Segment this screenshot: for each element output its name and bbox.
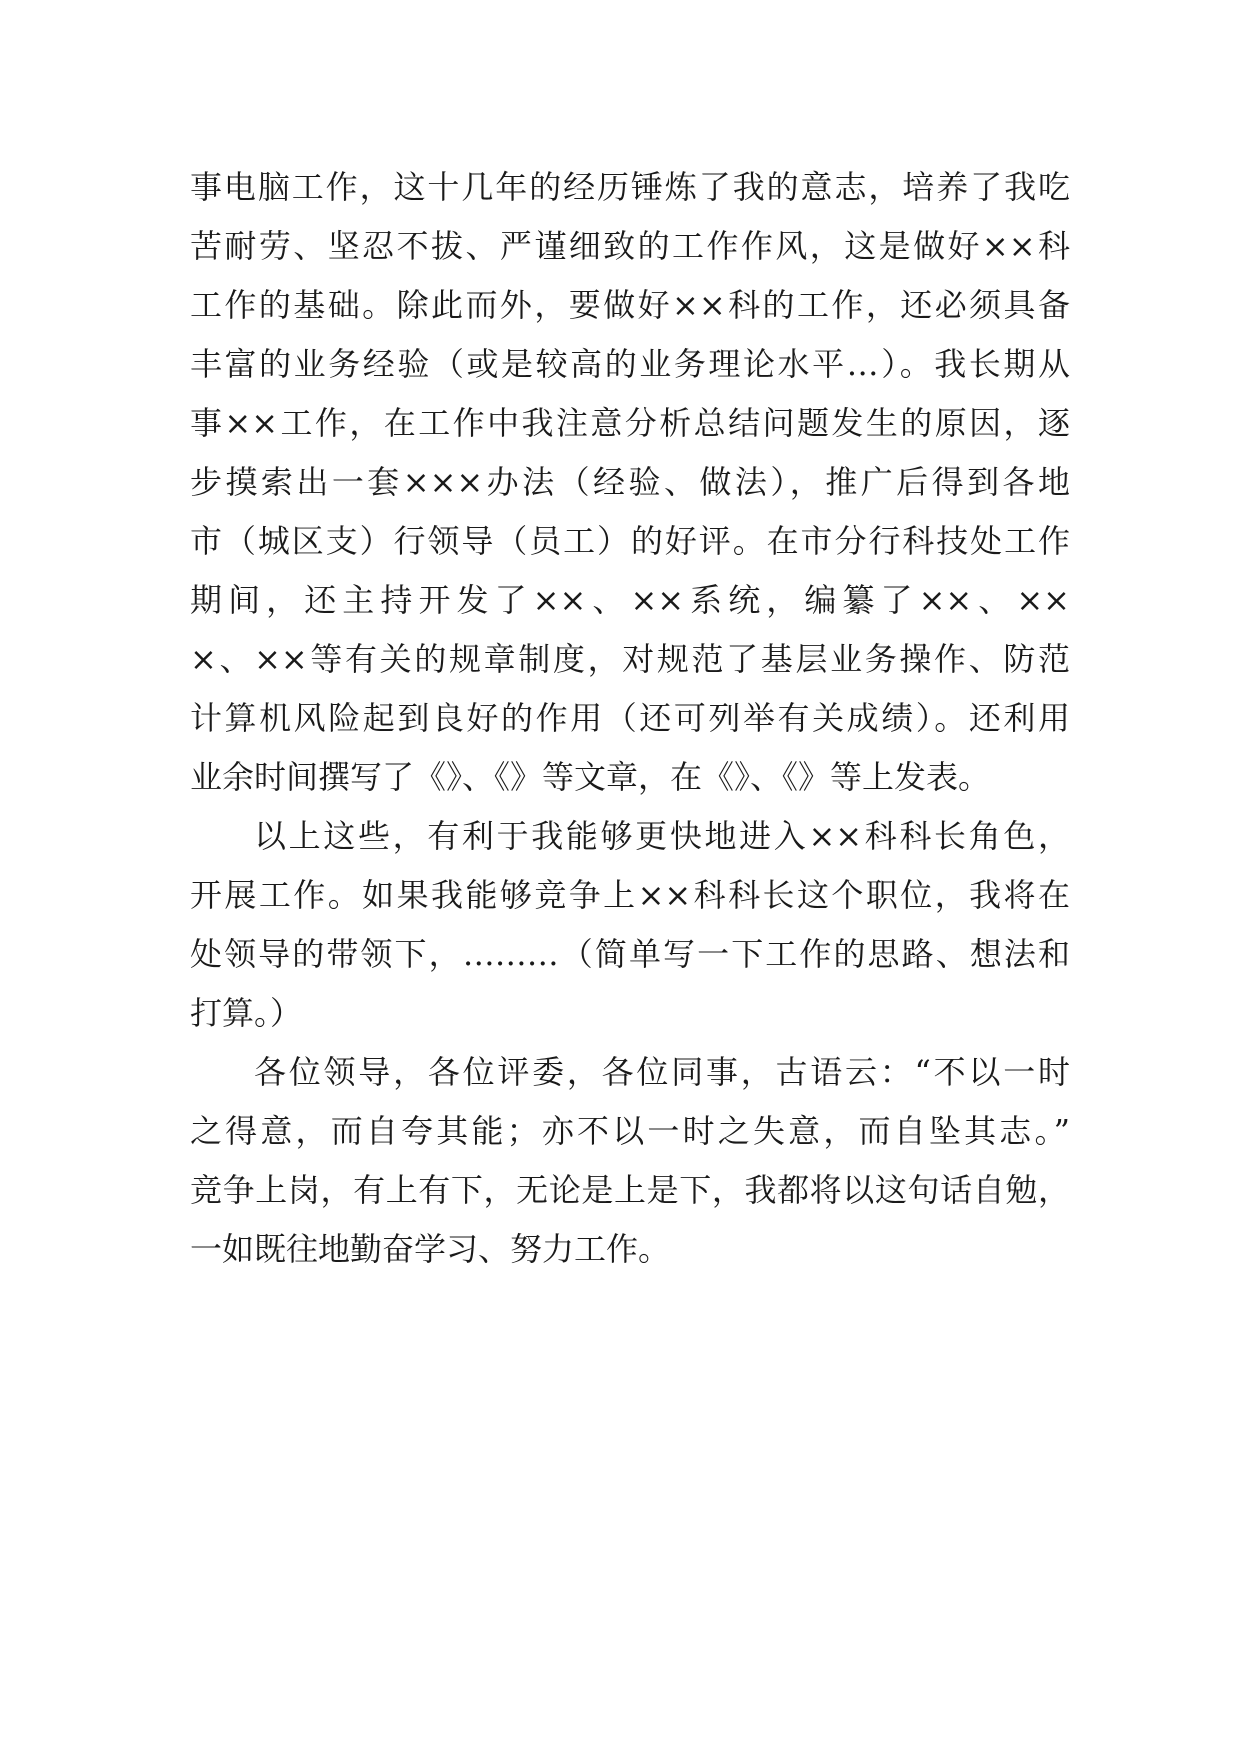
paragraph-1-line-2: 苦耐劳、坚忍不拔、严谨细致的工作作风，这是做好××科 (190, 227, 1070, 265)
paragraph-1-line-9: ×、××等有关的规章制度，对规范了基层业务操作、防范 (190, 640, 1070, 678)
paragraph-1-line-5: 事××工作，在工作中我注意分析总结问题发生的原因，逐 (190, 404, 1070, 442)
paragraph-1-line-6: 步摸索出一套×××办法（经验、做法），推广后得到各地 (190, 463, 1070, 501)
paragraph-3-line-1: 各位领导，各位评委，各位同事，古语云：“不以一时 (254, 1053, 1070, 1091)
paragraph-1-line-10: 计算机风险起到良好的作用（还可列举有关成绩）。还利用 (190, 699, 1070, 737)
paragraph-1-line-4: 丰富的业务经验（或是较高的业务理论水平…）。我长期从 (190, 345, 1070, 383)
paragraph-2-line-3: 处领导的带领下，………（简单写一下工作的思路、想法和 (190, 935, 1070, 973)
paragraph-1-line-11: 业余时间撰写了《》、《》等文章，在《》、《》等上发表。 (190, 758, 991, 796)
paragraph-2-line-2: 开展工作。如果我能够竞争上××科科长这个职位，我将在 (190, 876, 1070, 914)
document-body (190, 158, 1070, 1279)
paragraph-3-line-3: 竞争上岗，有上有下，无论是上是下，我都将以这句话自勉， (190, 1171, 1070, 1209)
paragraph-1-line-1: 事电脑工作，这十几年的经历锤炼了我的意志，培养了我吃 (190, 168, 1070, 206)
paragraph-1-line-3: 工作的基础。除此而外，要做好××科的工作，还必须具备 (190, 286, 1070, 324)
paragraph-3-line-2: 之得意，而自夸其能；亦不以一时之失意，而自坠其志。” (190, 1112, 1070, 1150)
paragraph-2-line-1: 以上这些，有利于我能够更快地进入××科科长角色， (254, 817, 1070, 855)
paragraph-3-line-4: 一如既往地勤奋学习、努力工作。 (190, 1230, 671, 1268)
paragraph-1-line-7: 市（城区支）行领导（员工）的好评。在市分行科技处工作 (190, 522, 1070, 560)
paragraph-2-line-4: 打算。） (190, 994, 303, 1032)
paragraph-1-line-8: 期间，还主持开发了××、××系统，编纂了××、×× (190, 581, 1070, 619)
